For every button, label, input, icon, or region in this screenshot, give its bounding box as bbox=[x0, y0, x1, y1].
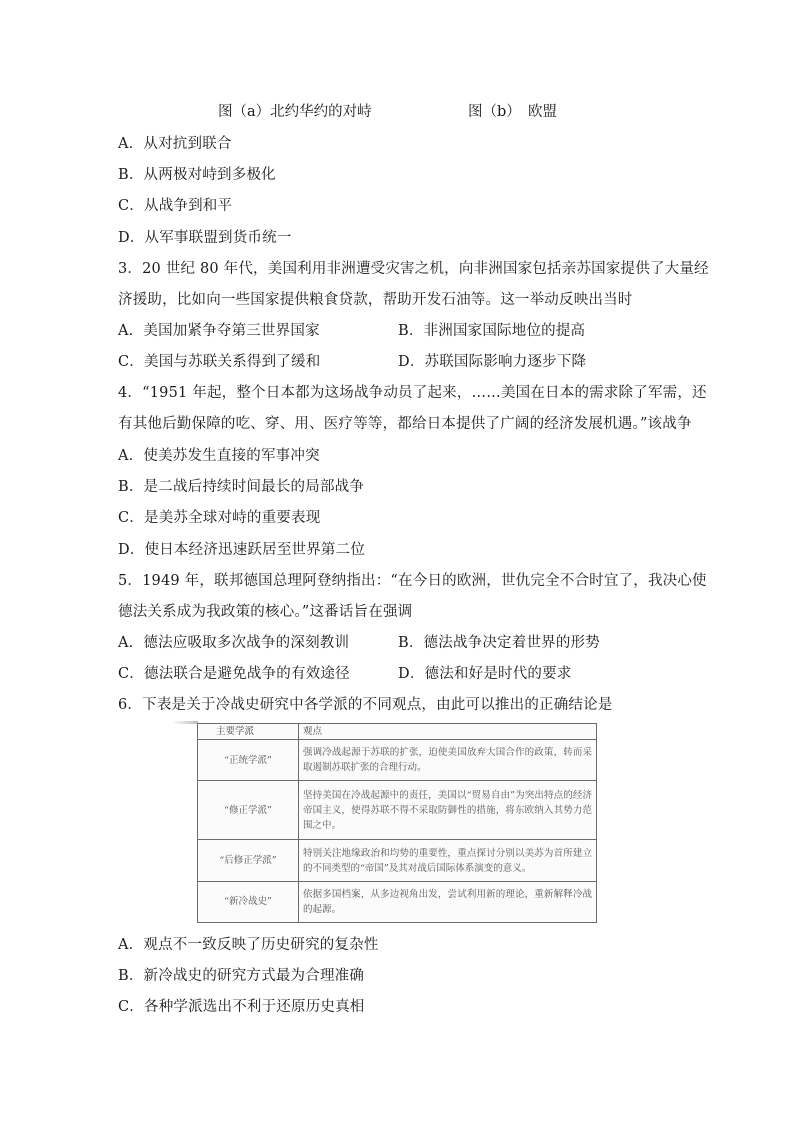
q5-option-b: B．德法战争决定着世界的形势 bbox=[398, 635, 600, 651]
q5-option-a: A．德法应吸取多次战争的深刻教训 bbox=[118, 635, 350, 651]
table-cell-view: 特别关注地缘政治和均势的重要性，重点探讨分别以美苏为首所建立的不同类型的“帝国”及其对战后国际体系演变的意义。 bbox=[299, 840, 597, 881]
figure-b-caption: 图（b） 欧盟 bbox=[468, 104, 558, 120]
historiography-table bbox=[197, 723, 597, 923]
q3-option-b: B．非洲国家国际地位的提高 bbox=[398, 323, 586, 339]
table-header-school: 主要学派 bbox=[198, 724, 299, 740]
table-cell-school: “后修正学派” bbox=[198, 840, 299, 881]
table-row bbox=[198, 781, 597, 840]
q3-option-a: A．美国加紧争夺第三世界国家 bbox=[118, 323, 320, 339]
q6-option-a: A．观点不一致反映了历史研究的复杂性 bbox=[118, 937, 379, 953]
figure-a-caption: 图（a）北约华约的对峙 bbox=[218, 104, 372, 120]
q5-stem-line2: 德法关系成为我政策的核心。”这番话旨在强调 bbox=[118, 604, 413, 620]
q4-option-b: B．是二战后持续时间最长的局部战争 bbox=[118, 479, 365, 495]
q4-option-a: A．使美苏发生直接的军事冲突 bbox=[118, 448, 320, 464]
table-row bbox=[198, 740, 597, 781]
table-header-row bbox=[198, 724, 597, 740]
scan-artifact bbox=[172, 721, 198, 724]
table-cell-school: “新冷战史” bbox=[198, 881, 299, 922]
table-cell-school: “修正学派” bbox=[198, 781, 299, 840]
q6-option-b: B．新冷战史的研究方式最为合理准确 bbox=[118, 968, 365, 984]
q3-option-d: D．苏联国际影响力逐步下降 bbox=[398, 354, 587, 370]
q3-option-c: C．美国与苏联关系得到了缓和 bbox=[118, 354, 321, 370]
table-row bbox=[198, 881, 597, 922]
q3-stem-line1: 3．20 世纪 80 年代，美国利用非洲遭受灾害之机，向非洲国家包括亲苏国家提供了大量经 bbox=[118, 261, 709, 277]
table-cell-view: 强调冷战起源于苏联的扩张，迫使美国放弃大国合作的政策，转而采取遏制苏联扩张的合理行动。 bbox=[299, 740, 597, 781]
table-cell-view: 依据多国档案，从多边视角出发，尝试利用新的理论，重新解释冷战的起源。 bbox=[299, 881, 597, 922]
table-row bbox=[198, 840, 597, 881]
q2-option-c: C．从战争到和平 bbox=[118, 198, 233, 214]
table-cell-school: “正统学派” bbox=[198, 740, 299, 781]
q6-option-c: C．各种学派选出不利于还原历史真相 bbox=[118, 999, 365, 1015]
q5-option-c: C．德法联合是避免战争的有效途径 bbox=[118, 666, 350, 682]
q4-option-d: D．使日本经济迅速跃居至世界第二位 bbox=[118, 542, 366, 558]
q2-option-d: D．从军事联盟到货币统一 bbox=[118, 230, 292, 246]
q4-option-c: C．是美苏全球对峙的重要表现 bbox=[118, 510, 321, 526]
table-header-view: 观点 bbox=[299, 724, 597, 740]
q6-stem: 6．下表是关于冷战史研究中各学派的不同观点，由此可以推出的正确结论是 bbox=[118, 697, 613, 713]
q3-stem-line2: 济援助，比如向一些国家提供粮食贷款，帮助开发石油等。这一举动反映出当时 bbox=[118, 292, 633, 308]
table-cell-view: 坚持美国在冷战起源中的责任，美国以“贸易自由”为突出特点的经济帝国主义，使得苏联不得不采取防御性的措施，将东欧纳入其势力范围之中。 bbox=[299, 781, 597, 840]
q4-stem-line2: 有其他后勤保障的吃、穿、用、医疗等等，都给日本提供了广阔的经济发展机遇。”该战争 bbox=[118, 416, 692, 432]
q2-option-a: A．从对抗到联合 bbox=[118, 136, 232, 152]
q5-stem-line1: 5．1949 年，联邦德国总理阿登纳指出：“在今日的欧洲，世仇完全不合时宜了，我决心使 bbox=[118, 573, 707, 589]
q5-option-d: D．德法和好是时代的要求 bbox=[398, 666, 572, 682]
q2-option-b: B．从两极对峙到多极化 bbox=[118, 167, 276, 183]
q4-stem-line1: 4．“1951 年起，整个日本都为这场战争动员了起来，……美国在日本的需求除了军需，还 bbox=[118, 385, 707, 401]
